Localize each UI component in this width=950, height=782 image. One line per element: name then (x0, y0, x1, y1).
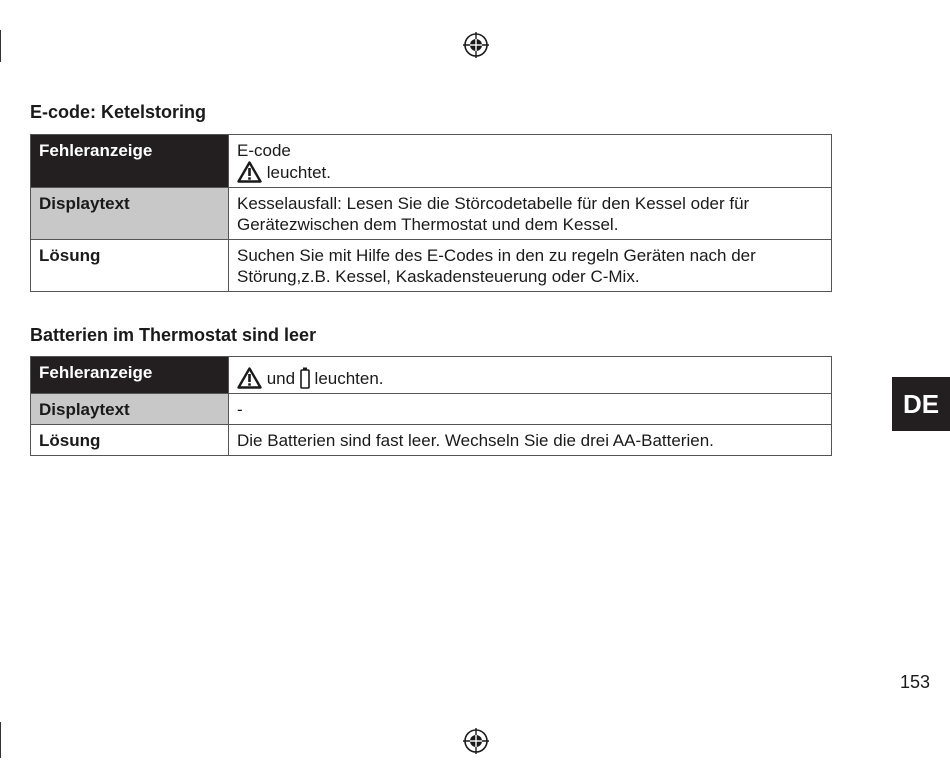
leuchten-text: leuchten. (309, 369, 384, 388)
row-label: Lösung (31, 240, 229, 292)
language-tab: DE (892, 377, 950, 431)
row-label: Fehleranzeige (31, 357, 229, 394)
table-row (31, 135, 832, 188)
row-label: Lösung (31, 425, 229, 456)
row-value (229, 135, 832, 188)
row-label: Displaytext (31, 394, 229, 425)
table-row (31, 394, 832, 425)
section-title-batteries: Batterien im Thermostat sind leer (30, 325, 317, 345)
page-number: 153 (899, 672, 930, 692)
registration-mark-icon (463, 728, 489, 754)
table-e-code (30, 134, 832, 292)
section-title-e-code: E-code: Ketelstoring (30, 102, 207, 122)
row-value: - (229, 394, 832, 425)
row-label: Displaytext (31, 188, 229, 240)
crop-mark-top (0, 30, 1, 62)
registration-mark-icon (463, 32, 489, 58)
row-value (229, 357, 832, 394)
table-row (31, 357, 832, 394)
leuchtet-line (237, 161, 823, 183)
table-row (31, 425, 832, 456)
table-row (31, 188, 832, 240)
table-batteries (30, 356, 832, 456)
row-value: Die Batterien sind fast leer. Wechseln Sie die drei AA-Batterien. (229, 425, 832, 456)
row-value: Suchen Sie mit Hilfe des E-Codes in den zu regeln Geräten nach der Störung,z.B. Kessel, Kaskadensteuerung oder C-Mix. (229, 240, 832, 292)
leuchtet-text: leuchtet. (262, 163, 331, 182)
row-value: Kesselausfall: Lesen Sie die Störcodetabelle für den Kessel oder für Gerätezwischen dem Thermostat und dem Kessel. (229, 188, 832, 240)
crop-mark-bottom (0, 722, 1, 758)
row-label: Fehleranzeige (31, 135, 229, 188)
battery-icon (300, 367, 310, 389)
table-row (31, 240, 832, 292)
warning-icon (237, 367, 262, 389)
und-text: und (262, 369, 300, 388)
e-code-text: E-code (237, 141, 291, 160)
warning-icon (237, 161, 262, 183)
